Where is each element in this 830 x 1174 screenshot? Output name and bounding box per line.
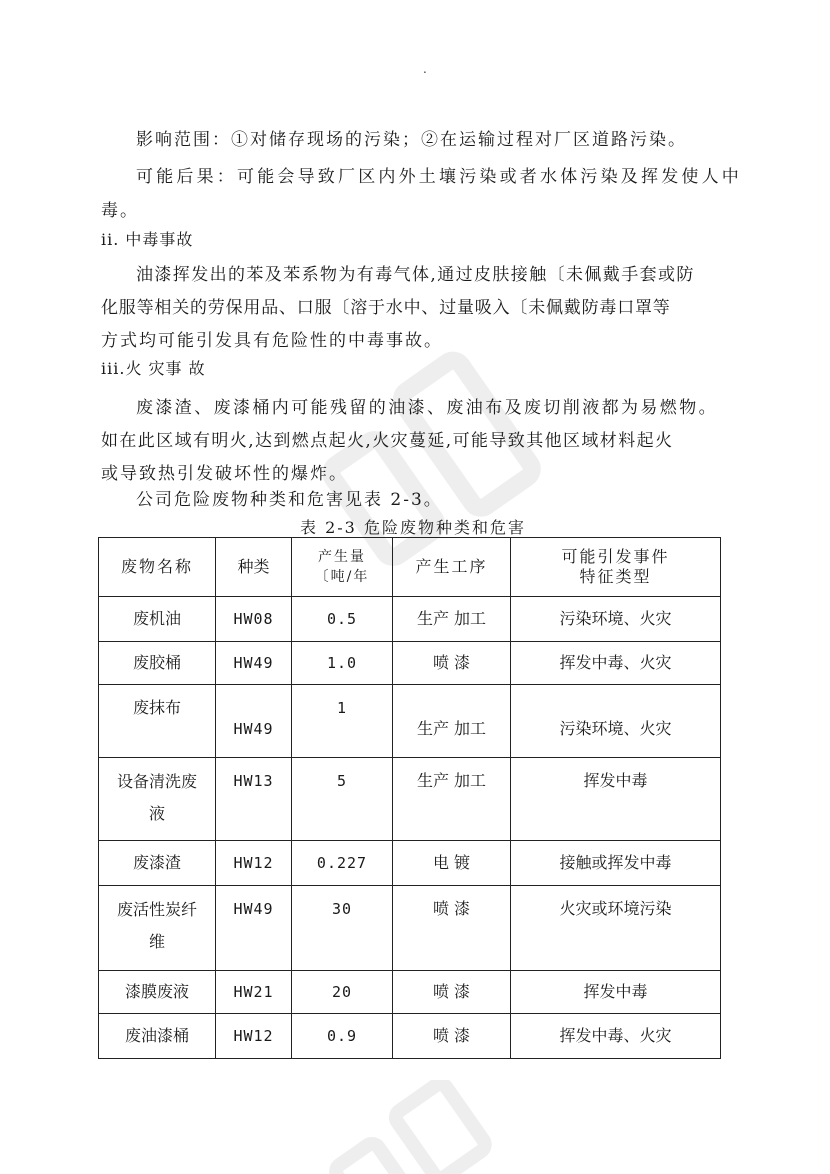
cell-waste-name-line: 废活性炭纤 <box>116 900 197 919</box>
cell-category: HW13 <box>216 758 292 841</box>
header-risk-line2: 特征类型 <box>579 567 652 586</box>
cell-waste-name: 废油漆桶 <box>99 1014 216 1059</box>
table-row <box>99 1014 721 1059</box>
cell-waste-name: 废机油 <box>99 597 216 642</box>
paragraph-poisoning-3: 方式均可能引发具有危险性的中毒事故。 <box>101 331 443 351</box>
paragraph-table-intro: 公司危险废物种类和危害见表 2-3。 <box>136 490 443 510</box>
hazardous-waste-table <box>98 537 721 1059</box>
paragraph-fire-1: 废漆渣、废漆桶内可能残留的油漆、废油布及废切削液都为易燃物。 <box>136 398 718 418</box>
cell-waste-name: 废胶桶 <box>99 642 216 685</box>
cell-waste-name-line: 液 <box>148 804 165 823</box>
cell-category: HW49 <box>216 685 292 758</box>
watermark-logo-bottom <box>300 1080 520 1174</box>
cell-amount: 0.9 <box>292 1014 393 1059</box>
paragraph-impact-scope: 影响范围：①对储存现场的污染；②在运输过程对厂区道路污染。 <box>136 130 687 150</box>
cell-waste-name <box>99 886 216 971</box>
cell-amount: 5 <box>292 758 393 841</box>
table-row <box>99 971 721 1014</box>
table-row <box>99 597 721 642</box>
header-waste-name: 废物名称 <box>99 538 216 597</box>
cell-process: 电 镀 <box>393 841 511 886</box>
header-amount-line1: 产生量 <box>318 549 366 565</box>
cell-amount: 30 <box>292 886 393 971</box>
cell-waste-name-line: 设备清洗废 <box>116 772 197 791</box>
cell-risk: 污染环境、火灾 <box>511 685 721 758</box>
table-row <box>99 642 721 685</box>
cell-risk: 挥发中毒 <box>511 758 721 841</box>
cell-amount: 0.5 <box>292 597 393 642</box>
header-amount-line2: 〔吨/年 <box>314 569 370 585</box>
cell-process: 喷 漆 <box>393 642 511 685</box>
header-amount <box>292 538 393 597</box>
cell-risk: 挥发中毒 <box>511 971 721 1014</box>
header-risk-line1: 可能引发事件 <box>561 547 670 566</box>
cell-waste-name-line: 维 <box>148 932 165 951</box>
paragraph-poisoning-1: 油漆挥发出的苯及苯系物为有毒气体,通过皮肤接触〔未佩戴手套或防 <box>136 265 695 285</box>
cell-process: 生产 加工 <box>393 685 511 758</box>
cell-process: 喷 漆 <box>393 971 511 1014</box>
paragraph-consequence: 可能后果：可能会导致厂区内外土壤污染或者水体污染及挥发使人中 <box>136 167 742 187</box>
table-row <box>99 886 721 971</box>
paragraph-consequence-cont: 毒。 <box>101 201 139 221</box>
cell-process: 喷 漆 <box>393 886 511 971</box>
table-caption: 表 2-3 危险废物种类和危害 <box>300 518 526 537</box>
paragraph-fire-3: 或导致热引发破坏性的爆炸。 <box>101 464 348 484</box>
cell-category: HW12 <box>216 1014 292 1059</box>
cell-amount: 20 <box>292 971 393 1014</box>
cell-waste-name: 漆膜废液 <box>99 971 216 1014</box>
heading-fire-accident: iii.火 灾事 故 <box>101 359 206 378</box>
cell-category: HW49 <box>216 886 292 971</box>
cell-category: HW08 <box>216 597 292 642</box>
cell-waste-name: 废漆渣 <box>99 841 216 886</box>
cell-amount: 0.227 <box>292 841 393 886</box>
paragraph-fire-2: 如在此区域有明火,达到燃点起火,火灾蔓延,可能导致其他区域材料起火 <box>101 431 674 451</box>
cell-risk: 火灾或环境污染 <box>511 886 721 971</box>
cell-waste-name: 废抹布 <box>99 685 216 758</box>
paragraph-poisoning-2: 化服等相关的劳保用品、口服〔溶于水中、过量吸入〔未佩戴防毒口罩等 <box>101 298 671 318</box>
cell-process: 生产 加工 <box>393 597 511 642</box>
cell-process: 生产 加工 <box>393 758 511 841</box>
cell-risk: 污染环境、火灾 <box>511 597 721 642</box>
page-marker: . <box>423 62 427 76</box>
cell-amount: 1.0 <box>292 642 393 685</box>
header-risk <box>511 538 721 597</box>
table-row <box>99 841 721 886</box>
cell-category: HW49 <box>216 642 292 685</box>
heading-poisoning-accident: ii. 中毒事故 <box>101 230 194 249</box>
cell-waste-name <box>99 758 216 841</box>
cell-risk: 挥发中毒、火灾 <box>511 642 721 685</box>
table-row <box>99 758 721 841</box>
table-header-row <box>99 538 721 597</box>
table-row <box>99 685 721 758</box>
header-category: 种类 <box>216 538 292 597</box>
cell-category: HW12 <box>216 841 292 886</box>
cell-category: HW21 <box>216 971 292 1014</box>
cell-amount: 1 <box>292 685 393 758</box>
cell-risk: 接触或挥发中毒 <box>511 841 721 886</box>
header-process: 产生工序 <box>393 538 511 597</box>
cell-process: 喷 漆 <box>393 1014 511 1059</box>
cell-risk: 挥发中毒、火灾 <box>511 1014 721 1059</box>
